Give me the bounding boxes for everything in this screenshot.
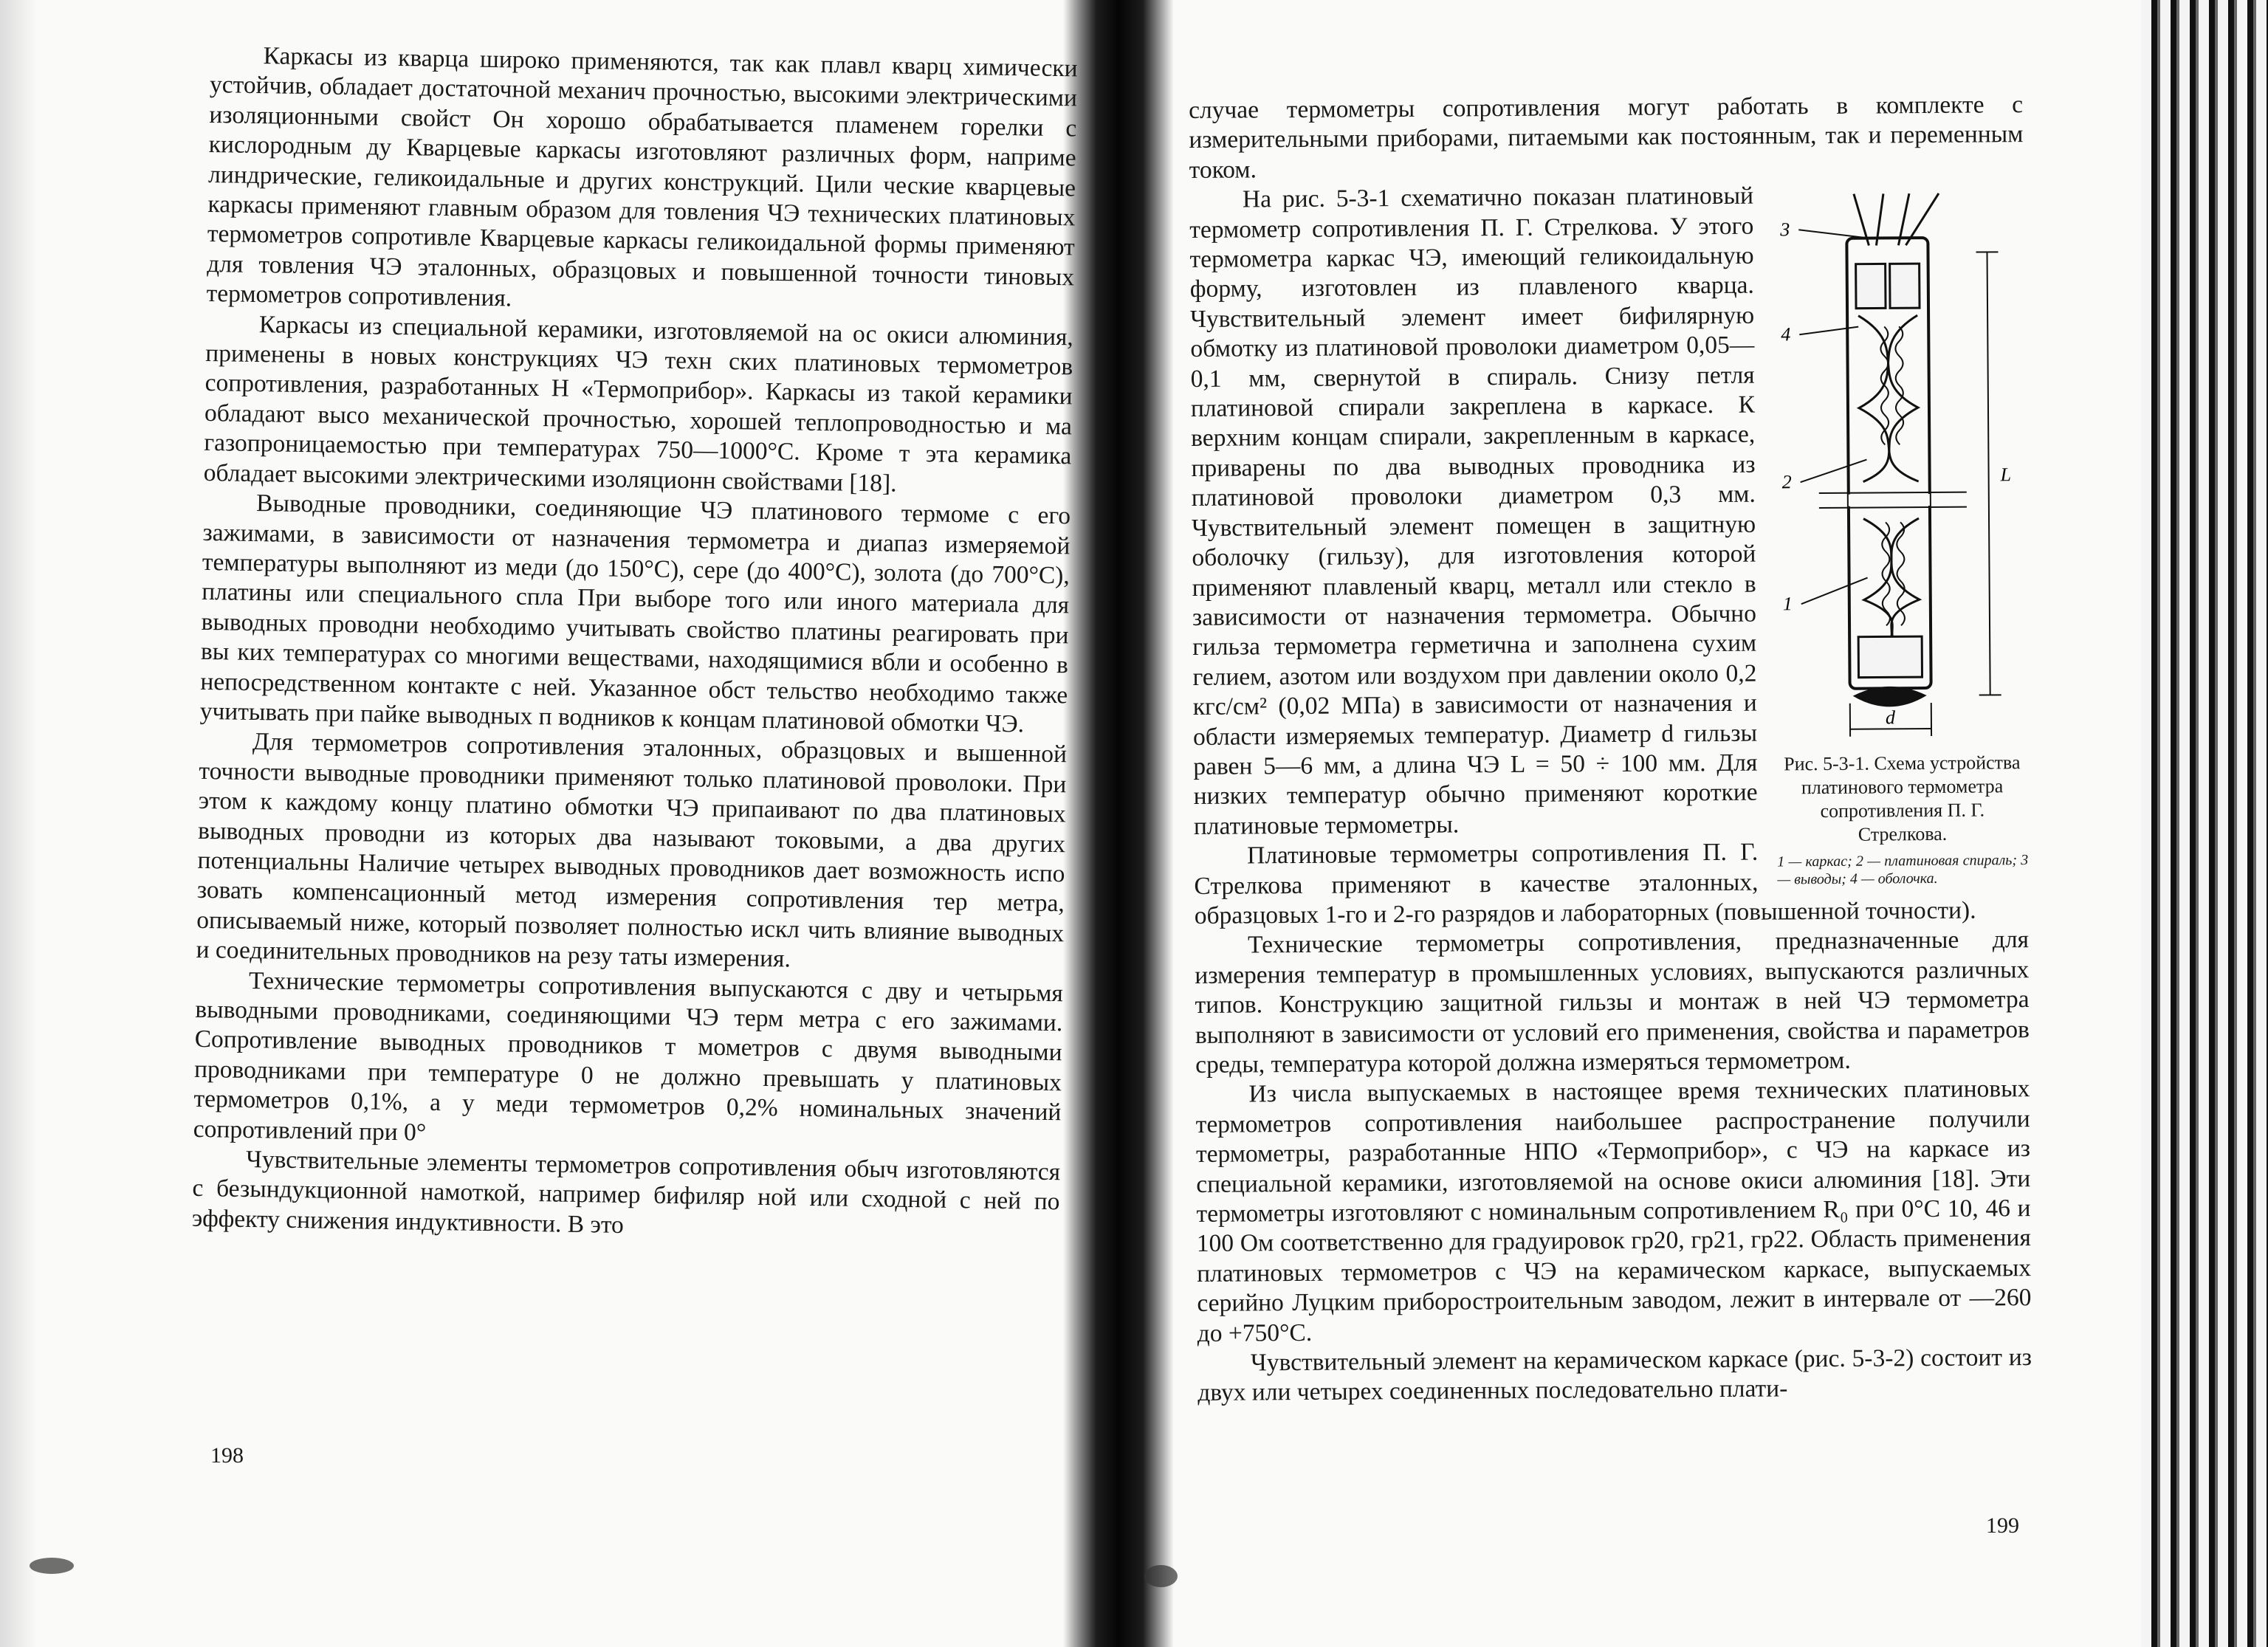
right-paragraph-4: Технические термометры сопротивления, предназначенные для измерения температур в промышленных условиях, выпускаются различных типов. Конструкцию защитной гильзы и монтаж в ней ЧЭ термометра выполняют в зависимости от условий его применения, свойства и параметров среды, температура которой должна измеряться термометром.: [1195, 926, 2030, 1079]
left-page-number: 198: [210, 1443, 244, 1468]
left-book-edge: [0, 0, 37, 1647]
label-L: L: [2000, 464, 2012, 486]
left-paragraph-5: Технические термометры сопротивления выпускаются с дву и четырьмя выводными проводниками, соединяющими ЧЭ терм метра с его зажимами. Сопротивление выводных проводников т мометров с двумя выводными проводниками при температуре 0 не должно превышать у платиновых термометров 0,1%, а у меди термометров 0,2% номинальных значений сопротивлений при 0°: [193, 966, 1064, 1146]
left-paragraph-1: Каркасы из кварца широко применяются, так как плавл кварц химически устойчив, обладает достаточной механич прочностью, высокими электрическими изоляционными свойст Он хорошо обрабатывается пламенем горелки с кислородным ду Кварцевые каркасы изготовляют различных форм, наприме линдрические, геликоидальные и других конструкций. Цили ческие кварцевые каркасы применяют главным образом для товления ЧЭ технических платиновых термометров сопротивле Кварцевые каркасы геликоидальной формы применяют для товления ЧЭ эталонных, образцовых и повышенной точности тиновых термометров сопротивления.: [206, 42, 1078, 312]
right-paragraph-5: Из числа выпускаемых в настоящее время технических платиновых термометров сопротивления наибольшее распространение получили термометры, разработанные НПО «Термоприбор», с ЧЭ на каркасе из специальной керамики, изготовляемой на основе окиси алюминия [18]. Эти термометры изготовляют с номинальным сопротивлением R₀ при 0°С 10, 46 и 100 Ом соответственно для градуировок гр20, гр21, гр22. Область применения платиновых термометров с ЧЭ на керамическом каркасе, выпускаемых серийно Луцким приборостроительным заводом, лежит в интервале от —260 до +750°С.: [1195, 1075, 2032, 1347]
figure-caption: Рис. 5-3-1. Схема устройства платинового термометра сопротивления П. Г. Стрелкова.: [1784, 752, 2021, 845]
left-page: [187, 41, 1077, 1538]
right-paragraph-2: На рис. 5-3-1 схематично показан платиновый термометр сопротивления П. Г. Стрелкова. У этого термометра каркас ЧЭ, имеющий геликоидальную форму, изготовлен из плавленого кварца. Чувствительный элемент имеет бифилярную обмотку из платиновой проволоки диаметром 0,05—0,1 мм, свернутой в спираль. Снизу петля платиновой спирали закреплена в каркасе. К верхним концам спирали, закрепленным в каркасе, приварены по два выводных проводника из платиновой проволоки диаметром 0,3 мм. Чувствительный элемент помещен в защитную оболочку (гильзу), для изготовления которой применяют плавленый кварц, металл или стекло в зависимости от назначения термометра. Обычно гильза термометра герметична и заполнена сухим гелием, азотом или воздухом при давлении около 0,2 кгс/см² (0,02 МПа) в зависимости от назначения и области измеряемых температур. Диаметр d гильзы равен 5—6 мм, а длина ЧЭ L = 50 ÷ 100 мм. Для низких температур обычно применяют короткие платиновые термометры.: [1189, 182, 1758, 840]
figure-legend: 1 — каркас; 2 — платиновая спираль; 3 — выводы; 4 — оболочка.: [1777, 852, 2029, 888]
left-paragraph-3: Выводные проводники, соединяющие ЧЭ платинового термоме с его зажимами, в зависимости от назначения термометра и диапаз измеряемой температуры выполняют из меди (до 150°С), сере (до 400°С), золота (до 700°С), платины или специального спла При выборе того или иного материала для выводных проводни необходимо учитывать свойство платины реагировать при вы ких температурах со многими веществами, находящимися вбли и особенно в непосредственном контакте с ней. Указанное обст тельство необходимо также учитывать при пайке выводных п водников к концам платиновой обмотки ЧЭ.: [199, 489, 1071, 738]
book-gutter: [1063, 0, 1174, 1647]
right-page: [1189, 90, 2033, 1572]
scan-smudge: [30, 1558, 74, 1574]
right-paragraph-3: Платиновые термометры сопротивления П. Г. Стрелкова применяют в качестве эталонных, образцовых 1-го и 2-го разрядов и лабораторных (повышенной точности).: [1194, 838, 1976, 929]
right-page-number: 199: [1986, 1513, 2019, 1538]
right-paragraph-6: Чувствительный элемент на керамическом каркасе (рис. 5-3-2) состоит из двух или четырех соединенных последовательно плати-: [1197, 1344, 2032, 1407]
label-d: d: [1885, 706, 1896, 729]
label-4: 4: [1781, 323, 1791, 345]
figure-5-3-1: [1773, 185, 2029, 888]
scan-smudge: [1144, 1565, 1178, 1587]
label-1: 1: [1782, 593, 1793, 615]
right-book-edge: [2141, 0, 2268, 1647]
left-paragraph-6: Чувствительные элементы термометров сопротивления обыч изготовляются с безындукционной намоткой, например бифиляр ной или сходной с ней по эффекту снижения индуктивности. В это: [191, 1145, 1061, 1239]
thermometer-diagram: [1773, 185, 2027, 748]
left-paragraph-4: Для термометров сопротивления эталонных, образцовых и вышенной точности выводные проводники применяют только платиновой проволоки. При этом к каждому концу платино обмотки ЧЭ припаивают по два платиновых выводных проводни из которых два называют токовыми, а два других потенциальны Наличие четырех выводных проводников дает возможность испо зовать компенсационный метод измерения сопротивления тер метра, описываемый ниже, который позволяет полностью искл чить влияние выводных и соединительных проводников на резу таты измерения.: [196, 728, 1068, 973]
right-paragraph-1: случае термометры сопротивления могут работать в комплекте с измерительными приборами, питаемыми как постоянным, так и переменным током.: [1189, 91, 2024, 184]
label-3: 3: [1780, 219, 1790, 241]
left-paragraph-2: Каркасы из специальной керамики, изготовляемой на ос окиси алюминия, применены в новых конструкциях ЧЭ техн ских платиновых термометров сопротивления, разработанных Н «Термоприбор». Каркасы из такой керамики обладают высо механической прочностью, хорошей теплопроводностью и ма газопроницаемостью при температурах 750—1000°С. Кроме т эта керамика обладает высокими электрическими изоляционн свойствами [18].: [203, 310, 1074, 498]
label-2: 2: [1781, 471, 1792, 493]
